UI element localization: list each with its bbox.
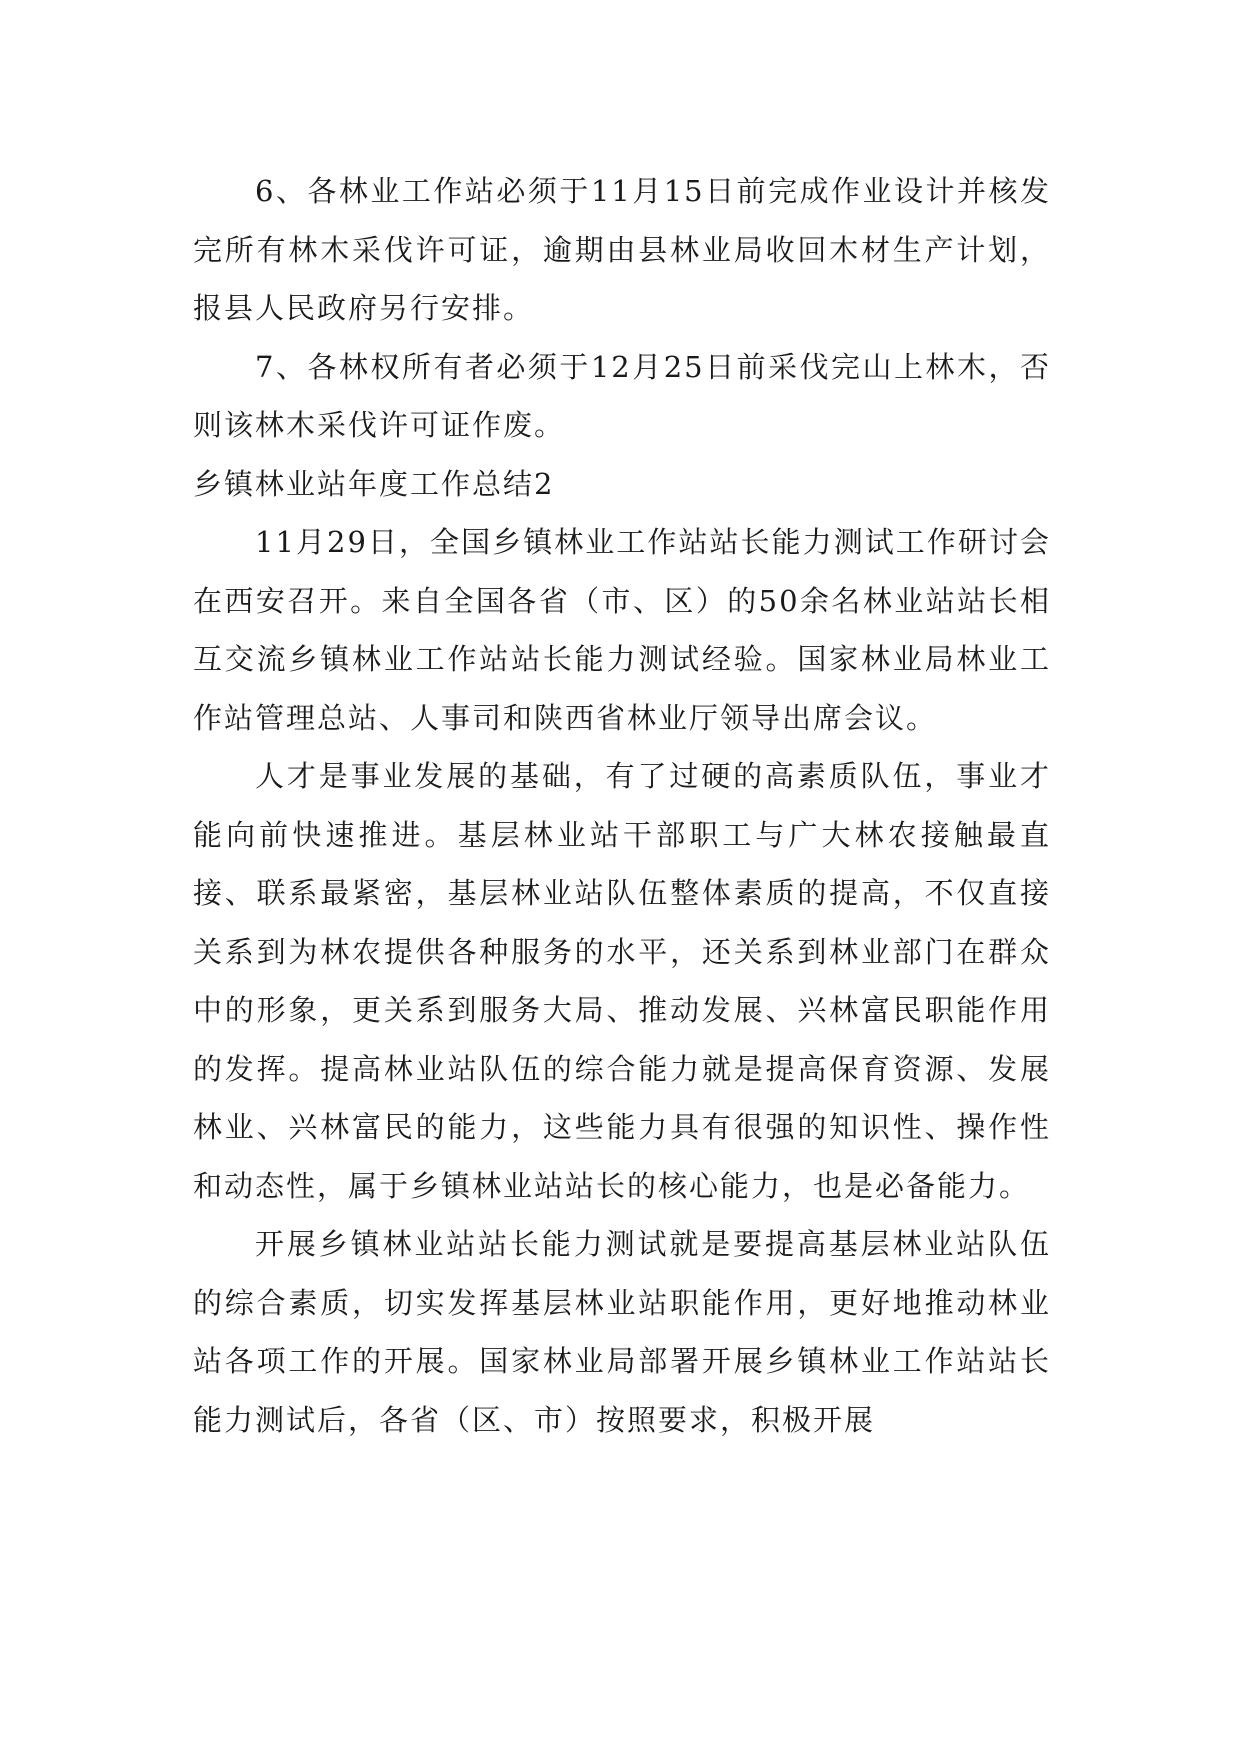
paragraph-item-6: 6、各林业工作站必须于11月15日前完成作业设计并核发完所有林木采伐许可证，逾期由县林业局收回木材生产计划，报县人民政府另行安排。 (193, 174, 1051, 325)
paragraph-item-7: 7、各林权所有者必须于12月25日前采伐完山上林木，否则该林木采伐许可证作废。 (193, 349, 1051, 442)
document-body (193, 162, 1051, 1449)
paragraph-testing: 开展乡镇林业站站长能力测试就是要提高基层林业站队伍的综合素质，切实发挥基层林业站职能作用，更好地推动林业站各项工作的开展。国家林业局部署开展乡镇林业工作站站长能力测试后，各省（区、市）按照要求，积极开展 (193, 1227, 1051, 1437)
paragraph-meeting: 11月29日，全国乡镇林业工作站站长能力测试工作研讨会在西安召开。来自全国各省（市、区）的50余名林业站站长相互交流乡镇林业工作站站长能力测试经验。国家林业局林业工作站管理总站、人事司和陕西省林业厅领导出席会议。 (193, 525, 1051, 735)
section-title: 乡镇林业站年度工作总结2 (193, 466, 555, 501)
paragraph-talent: 人才是事业发展的基础，有了过硬的高素质队伍，事业才能向前快速推进。基层林业站干部职工与广大林农接触最直接、联系最紧密，基层林业站队伍整体素质的提高，不仅直接关系到为林农提供各种服务的水平，还关系到林业部门在群众中的形象，更关系到服务大局、推动发展、兴林富民职能作用的发挥。提高林业站队伍的综合能力就是提高保育资源、发展林业、兴林富民的能力，这些能力具有很强的知识性、操作性和动态性，属于乡镇林业站站长的核心能力，也是必备能力。 (193, 759, 1051, 1203)
